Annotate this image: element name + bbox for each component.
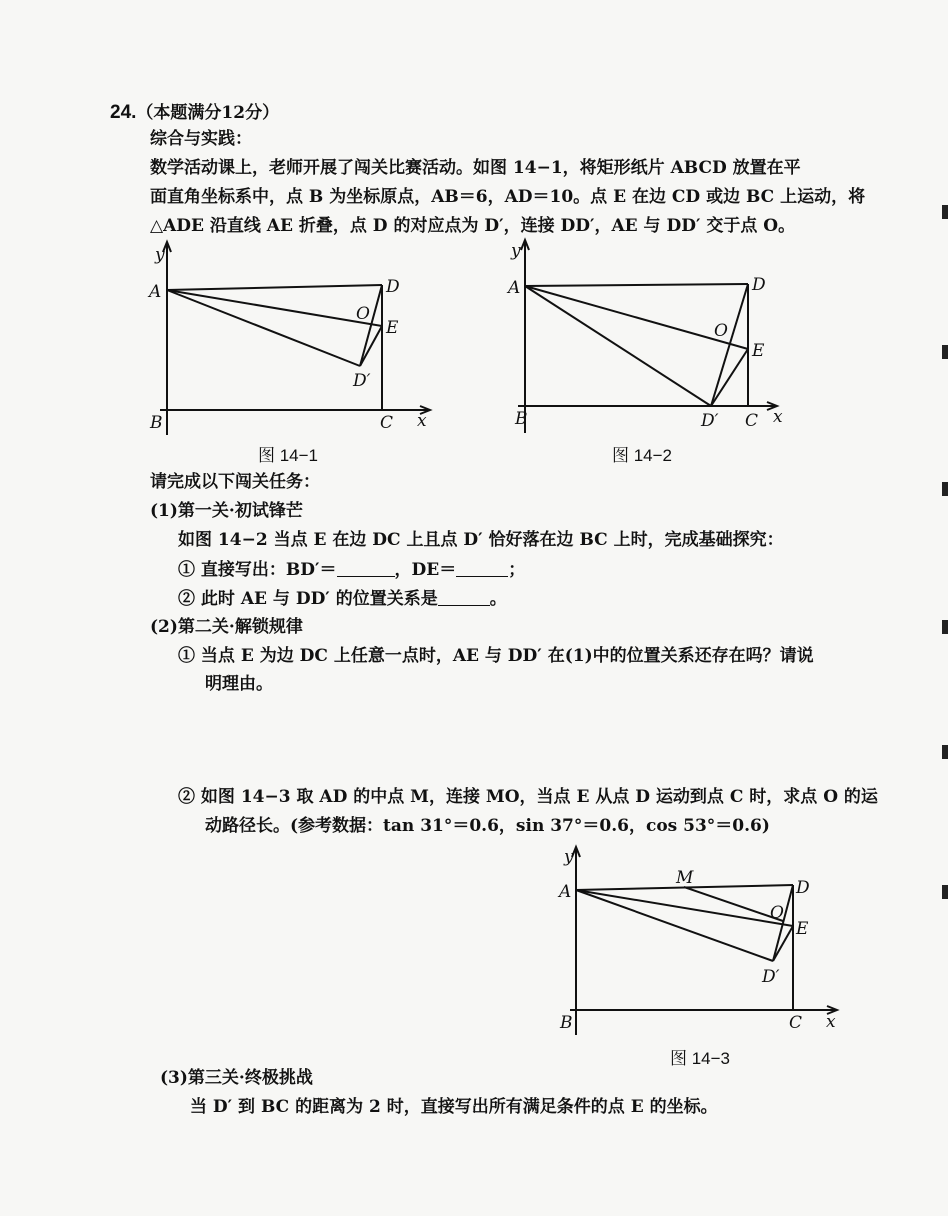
label-O: O	[770, 903, 784, 923]
problem-header	[110, 102, 279, 124]
part1-q1-text-c: ；	[508, 560, 526, 580]
figure-14-1	[145, 240, 445, 440]
answer-blank-bd-prime[interactable]	[337, 560, 395, 577]
label-D-prime: D′	[762, 967, 780, 987]
label-A: A	[559, 882, 572, 902]
label-B: B	[515, 409, 528, 429]
segment-ADp	[167, 290, 360, 366]
label-D: D	[386, 277, 400, 297]
segment-ADp	[525, 286, 711, 406]
label-x: x	[773, 407, 783, 427]
label-E: E	[386, 318, 399, 338]
label-O: O	[714, 321, 728, 341]
label-D: D	[796, 878, 810, 898]
segment-DpE	[360, 326, 382, 366]
figure-14-2	[505, 238, 795, 438]
label-D: D	[752, 275, 766, 295]
segment-AD	[525, 284, 748, 286]
score-note: （本题满分12分）	[136, 103, 280, 123]
part1-q1-text-a: ① 直接写出：BD′＝	[178, 560, 337, 580]
segment-AE	[167, 290, 382, 326]
tasks-heading: 请完成以下闯关任务：	[150, 472, 320, 492]
part2-q2-line-1: ② 如图 14−3 取 AD 的中点 M，连接 MO，当点 E 从点 D 运动到点 C 时，求点 O 的运	[178, 787, 878, 807]
scan-edge-mark	[942, 620, 948, 634]
caption-14-3: 图 14−3	[670, 1049, 731, 1068]
figure-14-3	[552, 845, 847, 1040]
part1-q2	[178, 588, 507, 610]
label-D-prime: D′	[353, 371, 371, 391]
label-E: E	[796, 919, 809, 939]
part3-desc: 当 D′ 到 BC 的距离为 2 时，直接写出所有满足条件的点 E 的坐标。	[190, 1097, 718, 1117]
label-C: C	[745, 411, 759, 431]
part1-desc: 如图 14−2 当点 E 在边 DC 上且点 D′ 恰好落在边 BC 上时，完成基础探究：	[178, 530, 784, 550]
part1-q1	[178, 559, 525, 581]
part2-q1-line-1: ① 当点 E 为边 DC 上任意一点时，AE 与 DD′ 在(1)中的位置关系还存在吗？请说	[178, 646, 814, 666]
label-B: B	[150, 413, 163, 433]
label-A: A	[149, 282, 162, 302]
label-y: y	[564, 847, 574, 867]
label-x: x	[417, 411, 427, 431]
segment-AD	[167, 285, 382, 290]
label-O: O	[356, 304, 370, 324]
part1-title: (1)第一关·初试锋芒	[150, 501, 303, 521]
part3-title: (3)第三关·终极挑战	[160, 1068, 313, 1088]
label-C: C	[380, 413, 394, 433]
part2-title: (2)第二关·解锁规律	[150, 617, 303, 637]
caption-14-1: 图 14−1	[258, 446, 319, 465]
part1-q2-text-b: 。	[489, 589, 507, 609]
label-A: A	[508, 278, 521, 298]
segment-AE	[576, 890, 793, 926]
caption-14-2: 图 14−2	[612, 446, 673, 465]
segment-DDp	[711, 284, 748, 406]
intro-line-2: 面直角坐标系中，点 B 为坐标原点，AB＝6，AD＝10。点 E 在边 CD 或边 BC 上运动，将	[150, 187, 866, 207]
label-y: y	[511, 241, 521, 261]
scan-edge-mark	[942, 345, 948, 359]
label-C: C	[789, 1013, 803, 1033]
label-y: y	[155, 245, 165, 265]
part1-q1-text-b: ，DE＝	[394, 560, 457, 580]
label-x: x	[826, 1012, 836, 1032]
label-M: M	[676, 868, 694, 888]
answer-blank-relation[interactable]	[438, 589, 490, 606]
intro-line-1: 数学活动课上，老师开展了闯关比赛活动。如图 14−1，将矩形纸片 ABCD 放置在平	[150, 158, 801, 178]
problem-number: 24.	[110, 102, 137, 123]
segment-DpE	[773, 926, 793, 961]
scan-edge-mark	[942, 745, 948, 759]
scan-edge-mark	[942, 885, 948, 899]
label-D-prime: D′	[701, 411, 719, 431]
label-B: B	[560, 1013, 573, 1033]
scan-edge-mark	[942, 482, 948, 496]
section-title: 综合与实践：	[150, 129, 252, 149]
label-E: E	[752, 341, 765, 361]
intro-line-3: △ADE 沿直线 AE 折叠，点 D 的对应点为 D′，连接 DD′，AE 与 DD′ 交于点 O。	[150, 216, 796, 236]
part2-q1-line-2: 明理由。	[205, 674, 273, 694]
part1-q2-text-a: ② 此时 AE 与 DD′ 的位置关系是	[178, 589, 438, 609]
scan-edge-mark	[942, 205, 948, 219]
segment-ADp	[576, 890, 773, 961]
answer-blank-de[interactable]	[456, 560, 508, 577]
part2-q2-line-2: 动路径长。(参考数据：tan 31°＝0.6，sin 37°＝0.6，cos 53°＝0.6)	[205, 816, 770, 836]
segment-DpE	[711, 349, 748, 406]
